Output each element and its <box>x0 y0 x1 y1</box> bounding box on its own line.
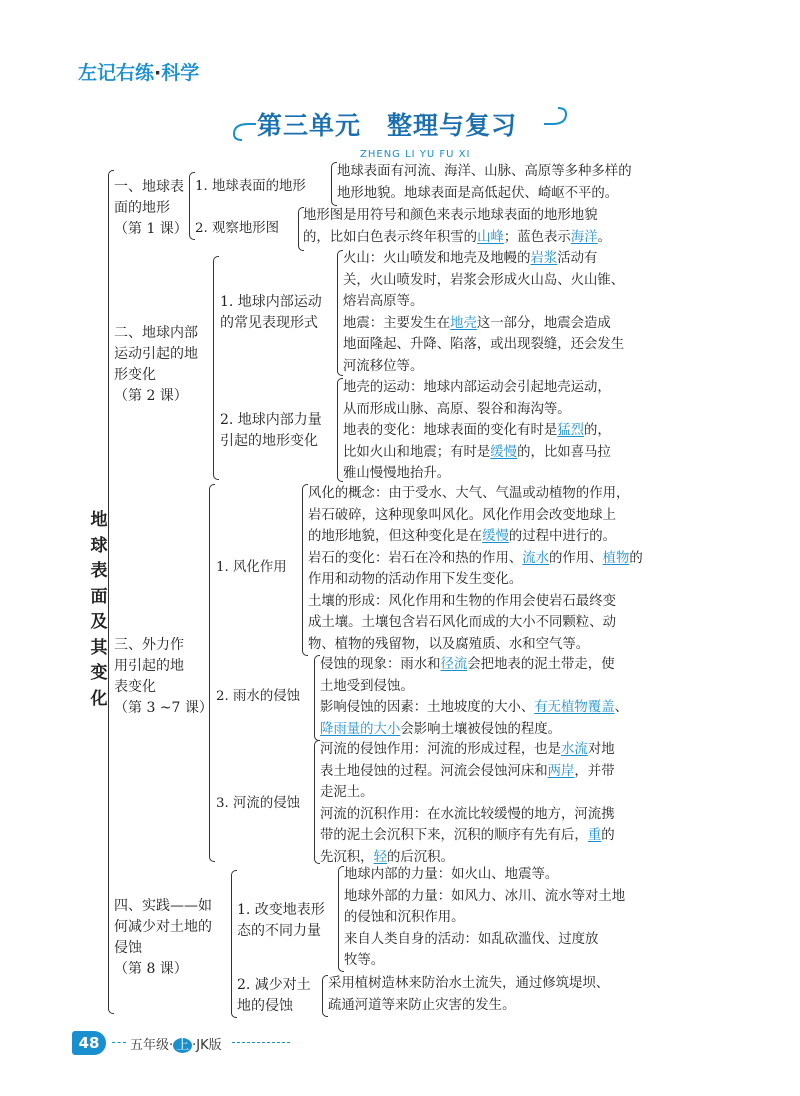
s2b-label: 2. 地球内部力量 引起的地形变化 <box>220 412 322 449</box>
s2b-text: 地壳的运动：地球内部运动会引起地壳运动， 从而形成山脉、高原、裂谷和海沟等。 地表的变化：地球表面的变化有时是猛烈的， 比如火山和地震；有时是缓慢的，比如喜马拉 雅山慢慢地抬升。 <box>343 380 611 481</box>
root-topic-char: 地 <box>90 510 108 530</box>
s3b-label: 2. 雨水的侵蚀 <box>216 689 300 704</box>
root-topic-char: 表 <box>90 561 108 581</box>
footer-divider <box>112 1042 126 1043</box>
footer-grade: 五年级· 上 ·JK版 <box>130 1038 222 1053</box>
page-subtitle: ZHENG LI YU FU XI <box>360 149 471 160</box>
root-topic-char: 球 <box>90 535 108 556</box>
s1a-text: 地球表面有河流、海洋、山脉、高原等多种多样的 地形地貌。地球表面是高低起伏、崎岖不平的。 <box>337 164 632 201</box>
s4b-label: 2. 减少对土 地的侵蚀 <box>237 977 311 1014</box>
page-number: 48 <box>72 1031 106 1055</box>
s3b-text: 侵蚀的现象：雨水和径流会把地表的泥土带走，使 土地受到侵蚀。 影响侵蚀的因素：土地坡度的大小、有无植物覆盖、 降雨量的大小会影响土壤被侵蚀的程度。 <box>320 657 628 737</box>
s4b-text: 采用植树造林来防治水土流失，通过修筑堤坝、 疏通河道等来防止灾害的发生。 <box>328 976 610 1013</box>
section-3-label: 三、外力作 用引起的地 表变化 （第 3 ~7 课） <box>114 637 213 716</box>
s3c-label: 3. 河流的侵蚀 <box>216 796 300 811</box>
s2a-text: 火山：火山喷发和地壳及地幔的岩浆活动有 关，火山喷发时，岩浆会形成火山岛、火山锥、 熔岩高原等。 地震：主要发生在地壳这一部分，地震会造成 地面隆起、升降、陷落，或出现裂缝，还会发生 河流移位等。 <box>343 251 625 374</box>
section-1-label: 一、地球表 面的地形 （第 1 课） <box>114 179 188 237</box>
s4a-label: 1. 改变地表形 态的不同力量 <box>237 902 325 939</box>
s1b-text: 地形图是用符号和颜色来表示地球表面的地形地貌 的，比如白色表示终年积雪的山峰；蓝色表示海洋。 <box>303 208 611 245</box>
page-title: 第三单元 整理与复习 <box>257 111 518 140</box>
root-topic-char: 及 <box>90 612 108 632</box>
brand-header: 左记右练·科学 <box>78 62 200 84</box>
root-topic-char: 其 <box>90 637 108 658</box>
s2a-label: 1. 地球内部运动 的常见表现形式 <box>220 294 322 331</box>
s3a-label: 1. 风化作用 <box>216 560 287 575</box>
root-topic <box>88 508 110 712</box>
s3a-text: 风化的概念：由于受水、大气、气温或动植物的作用， 岩石破碎，这种现象叫风化。风化作用会改变地球上 的地形地貌，但这种变化是在缓慢的过程中进行的。 岩石的变化：岩石在冷和热的作用、流水的作用、植物的 作用和动物的活动作用下发生变化。 土壤的形成：风化作用和生物的作用会使岩石最终变 成土壤。土壤包含岩石风化而成的大小不同颗粒、动 物、植物的残留物，以及腐殖质、水和空气等。 <box>308 486 643 652</box>
s1a-label: 1. 地球表面的地形 <box>195 179 306 194</box>
root-topic-char: 变 <box>90 663 108 683</box>
s4a-text: 地球内部的力量：如火山、地震等。 地球外部的力量：如风力、冰川、流水等对土地 的侵蚀和沉积作用。 来自人类自身的活动：如乱砍滥伐、过度放 牧等。 <box>344 867 626 968</box>
section-2-label: 二、地球内部 运动引起的地 形变化 （第 2 课） <box>114 325 198 404</box>
root-topic-char: 面 <box>90 586 108 607</box>
s3c-text: 河流的侵蚀作用：河流的形成过程，也是水流对地 表土地侵蚀的过程。河流会侵蚀河床和两岸，并带 走泥土。 河流的沉积作用：在水流比较缓慢的地方，河流携 带的泥土会沉积下来，沉积的顺序有先有后，重的 先沉积，轻的后沉积。 <box>320 742 615 865</box>
footer-dash <box>232 1042 290 1043</box>
section-3-brace <box>209 484 215 862</box>
section-2-brace <box>213 256 219 480</box>
section-4-label: 四、实践——如 何减少对土地的 侵蚀 （第 8 课） <box>114 898 212 977</box>
root-brace <box>108 170 114 1014</box>
s1b-label: 2. 观察地形图 <box>195 221 279 236</box>
root-topic-char: 化 <box>90 688 108 709</box>
